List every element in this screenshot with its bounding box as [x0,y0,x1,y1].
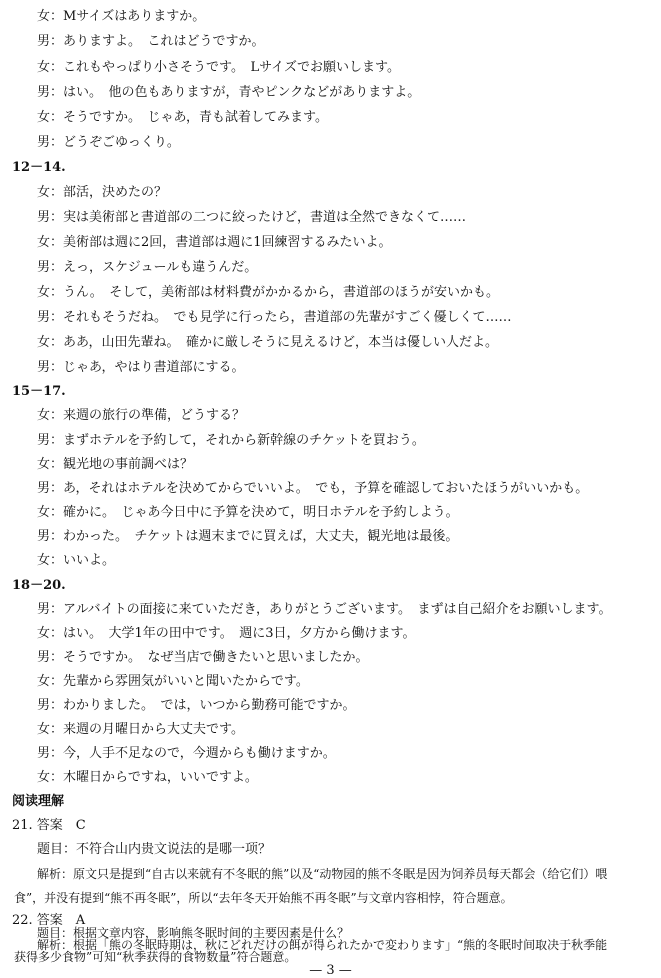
dialogue-line: 女：来週の旅行の準備，どうする？ [37,408,246,423]
answer-21: 21. 答案 C [12,818,86,833]
dialogue-line: 男：アルバイトの面接に来ていただき，ありがとうございます。 まずは自己紹介をお願いします。 [37,602,612,617]
dialogue-line: 女：部活，決めたの？ [37,185,168,200]
page-number: — 3 — [309,963,352,978]
dialogue-line: 女：これもやっぱり小さそうです。 Lサイズでお願いします。 [37,60,401,75]
dialogue-line: 男：それもそうだね。 でも見学に行ったら，書道部の先輩がすごく優しくて…… [37,310,512,325]
dialogue-line: 女：いいよ。 [37,553,116,568]
section-number: 12－14. [12,160,66,175]
answer-22: 22. 答案 A [12,913,86,928]
reading-heading: 阅读理解 [12,794,65,809]
dialogue-line: 男：わかりました。 では，いつから勤務可能ですか。 [37,698,356,713]
dialogue-line: 男：今，人手不足なので，今週からも働けますか。 [37,746,336,761]
dialogue-line: 男：あ，それはホテルを決めてからでいいよ。 でも，予算を確認しておいたほうがいいかも。 [37,481,589,496]
section-number: 18－20. [12,578,66,593]
dialogue-line: 男：わかった。 チケットは週末までに買えば，大丈夫，観光地は最後。 [37,529,459,544]
question-21: 题目：不符合山内贵文说法的是哪一项？ [37,842,272,857]
dialogue-line: 女：確かに。 じゃあ今日中に予算を決めて，明日ホテルを予約しよう。 [37,505,459,520]
analysis-22-line1: 解析：根据「熊の冬眠時期は，秋にどれだけの餌が得られたかで変わります」“熊的冬眠时间取决于秋季能 [37,938,608,952]
analysis-22-line2: 获得多少食物”可知“秋季获得的食物数量”符合题意。 [14,950,297,964]
dialogue-line: 女：Mサイズはありますか。 [37,9,206,24]
question-22: 题目：根据文章内容，影响熊冬眠时间的主要因素是什么？ [37,926,350,940]
dialogue-line: 女：ああ，山田先輩ね。 確かに厳しそうに見えるけど，本当は優しい人だよ。 [37,335,498,350]
analysis-21-line2: 食”，并没有提到“熊不再冬眠”，所以“去年冬天开始熊不再冬眠”与文章内容相悖，符合题意。 [14,891,513,905]
section-number: 15－17. [12,384,66,399]
dialogue-line: 男：実は美術部と書道部の二つに絞ったけど，書道は全然できなくて…… [37,210,467,225]
dialogue-line: 女：観光地の事前調べは？ [37,457,194,472]
dialogue-line: 女：先輩から雰囲気がいいと聞いたからです。 [37,674,309,689]
dialogue-line: 女：木曜日からですね，いいですよ。 [37,770,258,785]
dialogue-line: 男：まずホテルを予約して，それから新幹線のチケットを買おう。 [37,433,425,448]
dialogue-line: 女：うん。 そして，美術部は材料費がかかるから，書道部のほうが安いかも。 [37,285,500,300]
dialogue-line: 女：そうですか。 じゃあ，青も試着してみます。 [37,110,328,125]
dialogue-line: 女：美術部は週に2回，書道部は週に1回練習するみたいよ。 [37,235,392,250]
dialogue-line: 男：そうですか。 なぜ当店で働きたいと思いましたか。 [37,650,369,665]
analysis-21-line1: 解析：原文只是提到“自古以来就有不冬眠的熊”以及“动物园的熊不冬眠是因为饲养员每天都会（给它们）喂 [37,867,608,881]
dialogue-line: 男：ありますよ。 これはどうですか。 [37,34,265,49]
dialogue-line: 女：来週の月曜日から大丈夫です。 [37,722,244,737]
dialogue-line: 女：はい。 大学1年の田中です。 週に3日，夕方から働けます。 [37,626,416,641]
dialogue-line: 男：はい。 他の色もありますが，青やピンクなどがありますよ。 [37,85,421,100]
dialogue-line: 男：どうぞごゆっくり。 [37,135,180,150]
dialogue-line: 男：えっ，スケジュールも違うんだ。 [37,260,258,275]
dialogue-line: 男：じゃあ，やはり書道部にする。 [37,360,245,375]
